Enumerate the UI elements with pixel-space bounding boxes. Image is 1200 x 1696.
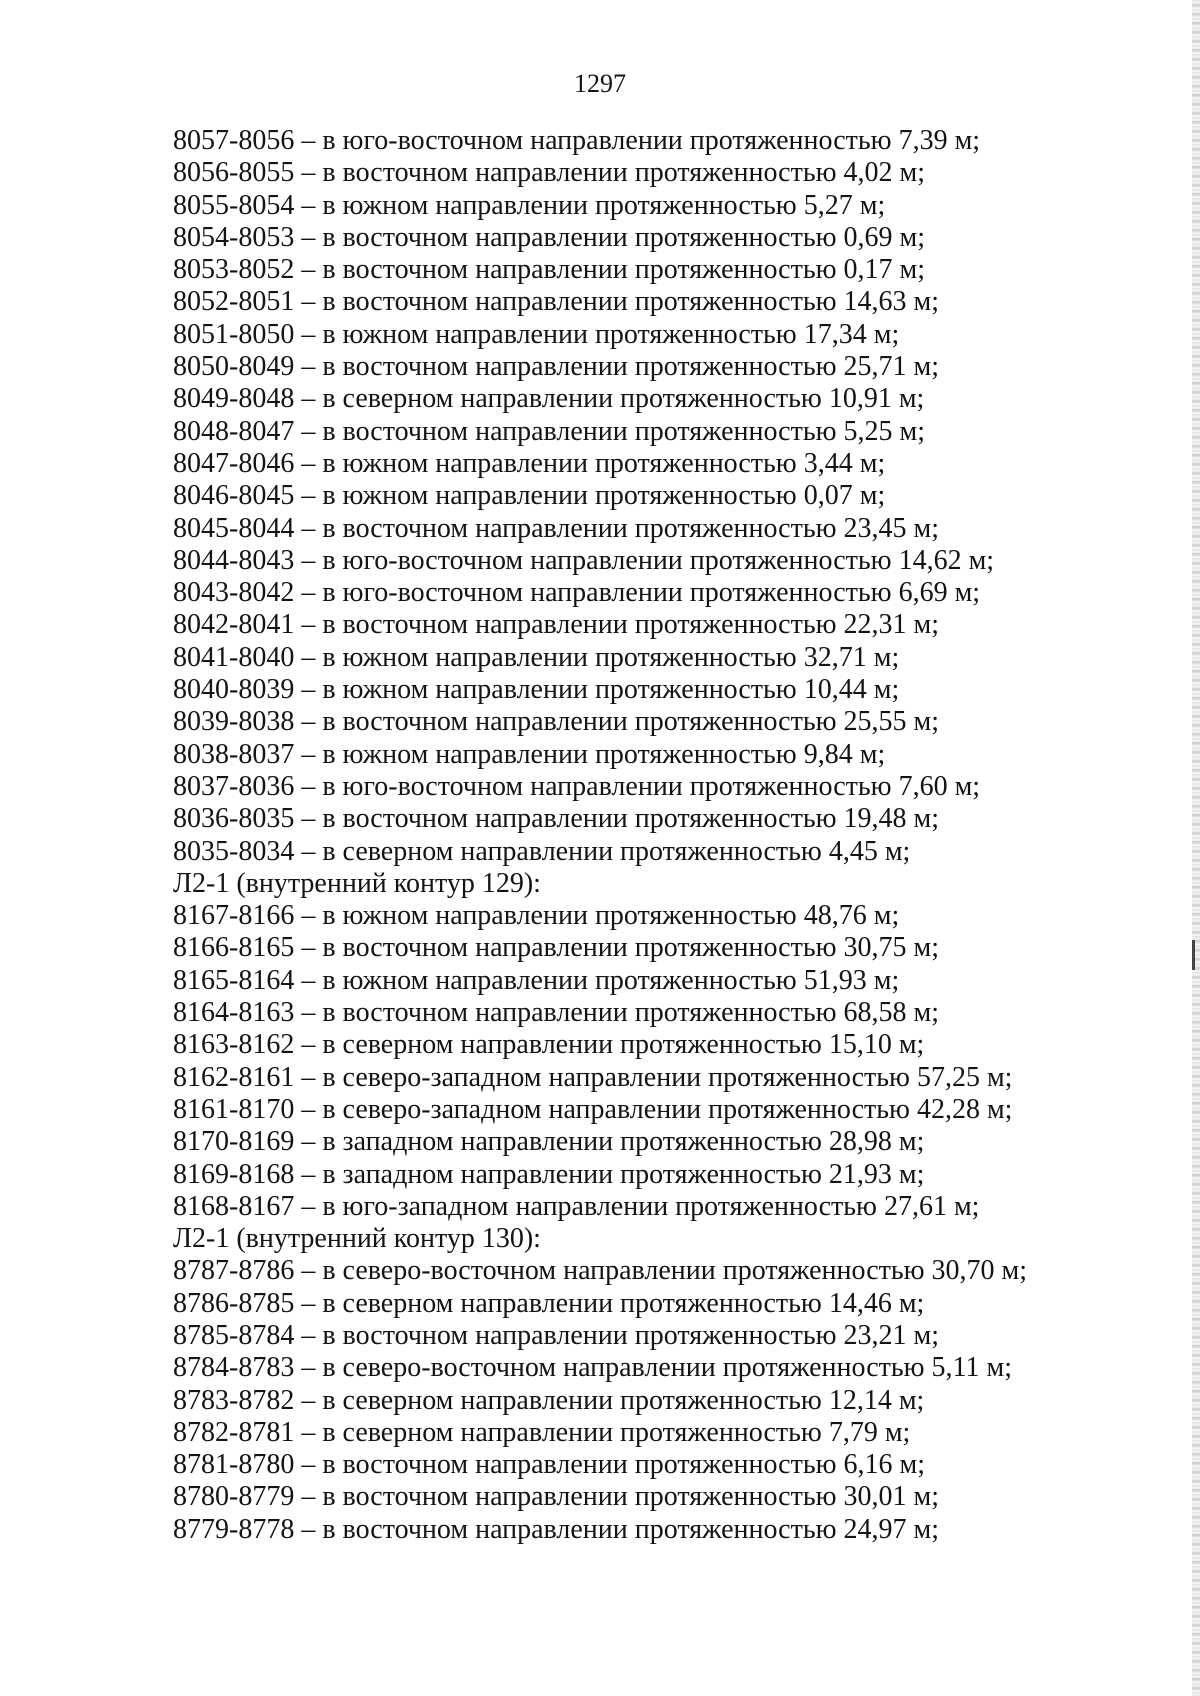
boundary-line: 8165-8164 – в южном направлении протяженностью 51,93 м;: [173, 964, 900, 996]
boundary-line: 8163-8162 – в северном направлении протяженностью 15,10 м;: [173, 1029, 925, 1061]
boundary-line: 8035-8034 – в северном направлении протяженностью 4,45 м;: [173, 835, 911, 867]
scan-mark-artifact: [1192, 940, 1195, 970]
boundary-line: 8045-8044 – в восточном направлении протяженностью 23,45 м;: [173, 512, 940, 544]
boundary-line: 8781-8780 – в восточном направлении протяженностью 6,16 м;: [173, 1449, 926, 1481]
boundary-line: 8036-8035 – в восточном направлении протяженностью 19,48 м;: [173, 803, 940, 835]
boundary-line: 8044-8043 – в юго-восточном направлении протяженностью 14,62 м;: [173, 544, 995, 576]
contour-heading: Л2-1 (внутренний контур 129):: [173, 867, 541, 899]
boundary-line: 8039-8038 – в восточном направлении протяженностью 25,55 м;: [173, 706, 940, 738]
boundary-line: 8785-8784 – в восточном направлении протяженностью 23,21 м;: [173, 1319, 940, 1351]
boundary-line: 8046-8045 – в южном направлении протяженностью 0,07 м;: [173, 480, 886, 512]
boundary-line: 8779-8778 – в восточном направлении протяженностью 24,97 м;: [173, 1513, 940, 1545]
boundary-line: 8056-8055 – в восточном направлении протяженностью 4,02 м;: [173, 157, 926, 189]
scan-edge-artifact: [1192, 0, 1200, 1696]
boundary-line: 8167-8166 – в южном направлении протяженностью 48,76 м;: [173, 900, 900, 932]
boundary-line: 8043-8042 – в юго-восточном направлении протяженностью 6,69 м;: [173, 577, 981, 609]
page-number: 1297: [574, 69, 626, 98]
boundary-line: 8048-8047 – в восточном направлении протяженностью 5,25 м;: [173, 415, 926, 447]
boundary-line: 8164-8163 – в восточном направлении протяженностью 68,58 м;: [173, 997, 940, 1029]
boundary-line: 8038-8037 – в южном направлении протяженностью 9,84 м;: [173, 738, 886, 770]
boundary-line: 8052-8051 – в восточном направлении протяженностью 14,63 м;: [173, 286, 940, 318]
boundary-description-list: [173, 125, 1140, 1546]
boundary-line: 8042-8041 – в восточном направлении протяженностью 22,31 м;: [173, 609, 940, 641]
boundary-line: 8055-8054 – в южном направлении протяженностью 5,27 м;: [173, 189, 886, 221]
boundary-line: 8053-8052 – в восточном направлении протяженностью 0,17 м;: [173, 254, 926, 286]
contour-heading: Л2-1 (внутренний контур 130):: [173, 1223, 541, 1255]
boundary-line: 8782-8781 – в северном направлении протяженностью 7,79 м;: [173, 1416, 911, 1448]
boundary-line: 8162-8161 – в северо-западном направлении протяженностью 57,25 м;: [173, 1061, 1013, 1093]
boundary-line: 8037-8036 – в юго-восточном направлении протяженностью 7,60 м;: [173, 770, 981, 802]
boundary-line: 8169-8168 – в западном направлении протяженностью 21,93 м;: [173, 1158, 925, 1190]
boundary-line: 8170-8169 – в западном направлении протяженностью 28,98 м;: [173, 1126, 925, 1158]
boundary-line: 8054-8053 – в восточном направлении протяженностью 0,69 м;: [173, 221, 926, 253]
boundary-line: 8166-8165 – в восточном направлении протяженностью 30,75 м;: [173, 932, 940, 964]
boundary-line: 8050-8049 – в восточном направлении протяженностью 25,71 м;: [173, 351, 940, 383]
boundary-line: 8783-8782 – в северном направлении протяженностью 12,14 м;: [173, 1384, 925, 1416]
boundary-line: 8161-8170 – в северо-западном направлении протяженностью 42,28 м;: [173, 1093, 1013, 1125]
boundary-line: 8040-8039 – в южном направлении протяженностью 10,44 м;: [173, 674, 900, 706]
boundary-line: 8051-8050 – в южном направлении протяженностью 17,34 м;: [173, 318, 900, 350]
boundary-line: 8168-8167 – в юго-западном направлении протяженностью 27,61 м;: [173, 1190, 980, 1222]
boundary-line: 8780-8779 – в восточном направлении протяженностью 30,01 м;: [173, 1481, 940, 1513]
boundary-line: 8047-8046 – в южном направлении протяженностью 3,44 м;: [173, 447, 886, 479]
boundary-line: 8784-8783 – в северо-восточном направлении протяженностью 5,11 м;: [173, 1352, 1013, 1384]
boundary-line: 8057-8056 – в юго-восточном направлении протяженностью 7,39 м;: [173, 125, 981, 156]
boundary-line: 8787-8786 – в северо-восточном направлении протяженностью 30,70 м;: [173, 1255, 1028, 1287]
boundary-line: 8786-8785 – в северном направлении протяженностью 14,46 м;: [173, 1287, 925, 1319]
boundary-line: 8049-8048 – в северном направлении протяженностью 10,91 м;: [173, 383, 925, 415]
boundary-line: 8041-8040 – в южном направлении протяженностью 32,71 м;: [173, 641, 900, 673]
